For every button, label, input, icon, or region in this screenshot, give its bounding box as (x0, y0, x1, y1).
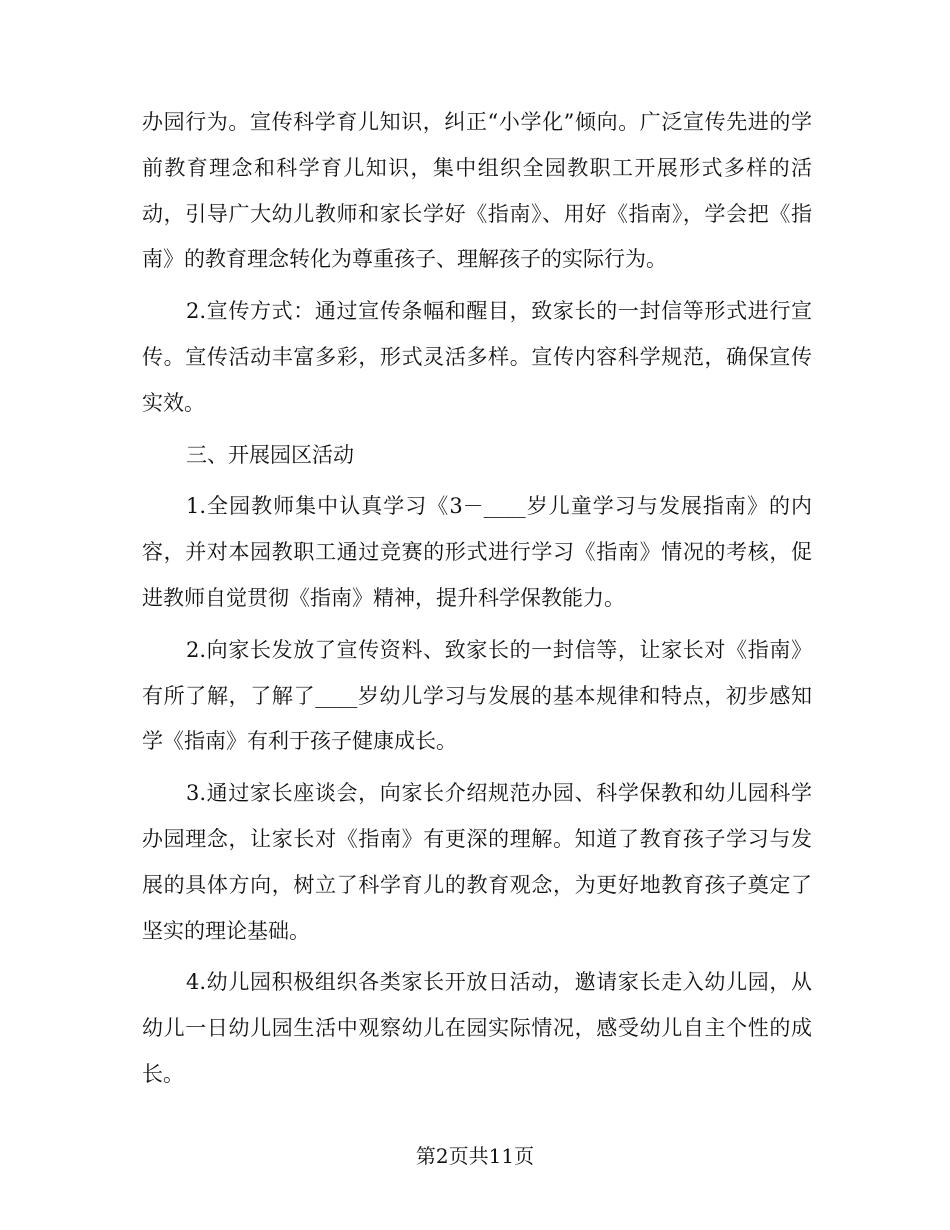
paragraph-item-1: 1.全园教师集中认真学习《3－____岁儿童学习与发展指南》的内容，并对本园教职工通过竞赛的形式进行学习《指南》情况的考核，促进教师自觉贯彻《指南》精神，提升科学保教能力。 (142, 494, 812, 610)
paragraph-continuation: 办园行为。宣传科学育儿知识，纠正“小学化”倾向。广泛宣传先进的学前教育理念和科学育儿知识，集中组织全园教职工开展形式多样的活动，引导广大幼儿教师和家长学好《指南》、用好《指南》，学会把《指南》的教育理念转化为尊重孩子、理解孩子的实际行为。 (142, 110, 812, 272)
paragraph-item-3: 3.通过家长座谈会，向家长介绍规范办园、科学保教和幼儿园科学办园理念，让家长对《指南》有更深的理解。知道了教育孩子学习与发展的具体方向，树立了科学育儿的教育观念，为更好地教育孩子奠定了坚实的理论基础。 (142, 781, 812, 943)
section-heading: 三、开展园区活动 (186, 442, 354, 467)
paragraph-item-4: 4.幼儿园积极组织各类家长开放日活动，邀请家长走入幼儿园，从幼儿一日幼儿园生活中观察幼儿在园实际情况，感受幼儿自主个性的成长。 (142, 970, 812, 1086)
paragraph-item-2: 2.向家长发放了宣传资料、致家长的一封信等，让家长对《指南》有所了解，了解了____岁幼儿学习与发展的基本规律和特点，初步感知学《指南》有利于孩子健康成长。 (142, 637, 812, 754)
page-number: 第2页共11页 (415, 1144, 535, 1168)
paragraph-publicity-method: 2.宣传方式：通过宣传条幅和醒目，致家长的一封信等形式进行宣传。宣传活动丰富多彩，形式灵活多样。宣传内容科学规范，确保宣传实效。 (142, 299, 812, 415)
document-body (142, 100, 812, 1104)
